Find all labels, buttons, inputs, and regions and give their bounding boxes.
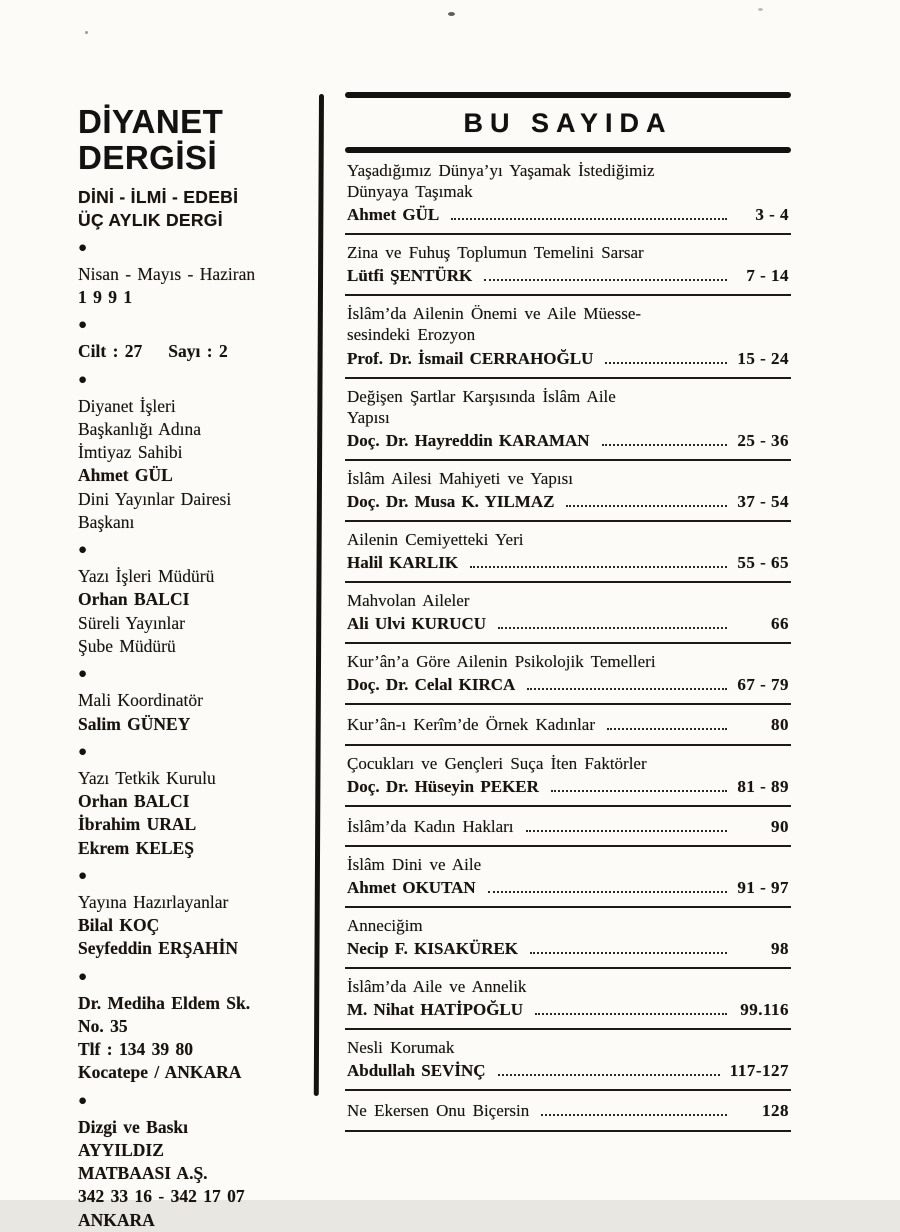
scan-artifact [448,12,455,16]
finance-role: Mali Koordinatör [78,690,203,711]
article-author: Halil KARLIK [347,553,459,573]
review-board-member: İbrahim URAL [78,814,197,835]
address-line: No. 35 [78,1015,128,1036]
publisher-block [78,395,328,535]
article-author-row [347,938,789,959]
toc-entry [345,746,791,807]
toc-entries [345,153,791,1132]
article-pages: 66 [771,614,789,634]
issue-number-label: Sayı : 2 [168,341,228,362]
dot-leader [526,830,728,832]
article-pages: 91 - 97 [737,877,789,897]
article-title-line: sesindeki Erozyon [347,325,476,345]
article-author: Prof. Dr. İsmail CERRAHOĞLU [347,348,594,368]
bullet-icon: ● [78,542,88,559]
article-pages: 90 [771,816,789,836]
toc-entry [345,847,791,908]
magazine-type [78,186,328,232]
article-title-line: İslâm’da Ailenin Önemi ve Aile Müesse- [347,304,642,324]
article-title-line: İslâm Ailesi Mahiyeti ve Yapısı [347,468,573,488]
article-pages: 128 [762,1101,789,1121]
article-author-row [347,348,789,369]
bullet-icon: ● [78,371,88,388]
preparer-name: Bilal KOÇ [78,915,160,936]
article-author: Ali Ulvi KURUCU [347,614,487,634]
article-title-line: İslâm’da Kadın Hakları [347,816,514,836]
article-title-line: Kur’ân’a Göre Ailenin Psikolojik Temelleri [347,652,656,672]
article-author: Doç. Dr. Hayreddin KARAMAN [347,430,590,450]
finance-block [78,689,328,736]
magazine-type-line2: ÜÇ AYLIK DERGİ [78,209,223,230]
toc-entry [345,644,791,705]
editor-block [78,565,328,658]
article-author-row [347,430,789,451]
toc-column [345,92,791,1132]
magazine-title-line2: DERGİSİ [78,139,218,177]
magazine-title-line1: DİYANET [78,103,224,140]
article-author-row [347,877,789,898]
article-author-row [347,491,789,512]
article-title-row [347,714,789,735]
address-line: Kocatepe / ANKARA [78,1062,242,1083]
article-author: Ahmet GÜL [347,205,440,225]
article-pages: 15 - 24 [737,348,789,368]
article-pages: 25 - 36 [737,430,789,450]
article-title-line: Değişen Şartlar Karşısında İslâm Aile [347,386,616,406]
article-author: M. Nihat HATİPOĞLU [347,1000,524,1020]
toc-entry [345,969,791,1030]
scan-artifact [758,8,763,11]
toc-entry [345,379,791,461]
magazine-type-line1: DİNİ - İLMİ - EDEBİ [78,186,239,207]
article-title-line: Kur’ân-ı Kerîm’de Örnek Kadınlar [347,715,596,735]
dot-leader [541,1114,727,1116]
article-title-line: Dünyaya Taşımak [347,182,473,202]
article-title-line: Nesli Korumak [347,1038,455,1058]
publisher-dept-line: Dini Yayınlar Dairesi [78,488,232,509]
article-title-row [347,1100,789,1121]
article-pages: 7 - 14 [746,266,789,286]
article-author: Lütfi ŞENTÜRK [347,266,473,286]
article-title-line: Zina ve Fuhuş Toplumun Temelini Sarsar [347,243,644,263]
publisher-name: Ahmet GÜL [78,465,173,486]
dot-leader [498,627,727,629]
volume-issue-line [78,340,328,363]
dot-leader [535,1013,727,1015]
toc-entry [345,705,791,745]
address-line: Dr. Mediha Eldem Sk. [78,992,251,1013]
preparers-role: Yayına Hazırlayanlar [78,891,229,912]
scan-artifact [85,31,88,34]
article-author-row [347,674,789,695]
publisher-dept-line: Başkanı [78,511,135,532]
review-board-role: Yazı Tetkik Kurulu [78,767,216,788]
dot-leader [566,505,727,507]
article-author: Doç. Dr. Celal KIRCA [347,675,516,695]
bullet-icon: ● [78,743,88,760]
toc-header-title: BU SAYIDA [463,108,673,138]
article-author-row [347,204,789,225]
review-board-member: Orhan BALCI [78,791,190,812]
dot-leader [602,444,727,446]
finance-name: Salim GÜNEY [78,713,191,734]
article-pages: 81 - 89 [737,776,789,796]
printing-block [78,1116,328,1232]
toc-entry [345,461,791,522]
article-author: Doç. Dr. Hüseyin PEKER [347,776,539,796]
publisher-role-line: Diyanet İşleri [78,395,176,416]
article-title-line: İslâm Dini ve Aile [347,854,482,874]
article-author-row [347,1060,789,1081]
phone-line: Tlf : 134 39 80 [78,1039,193,1060]
editor-sub-line: Süreli Yayınlar [78,612,185,633]
article-author-row [347,552,789,573]
article-pages: 37 - 54 [737,491,789,511]
address-block [78,992,328,1085]
bullet-icon: ● [78,1092,88,1109]
article-author-row [347,613,789,634]
printing-label: Dizgi ve Baskı [78,1116,188,1137]
dot-leader [470,566,727,568]
dot-leader [451,218,727,220]
printing-line: MATBAASI A.Ş. [78,1163,208,1184]
article-title-line: Anneciğim [347,915,423,935]
toc-entry [345,583,791,644]
preparers-block [78,891,328,961]
toc-entry [345,296,791,378]
toc-entry [345,235,791,296]
editor-role: Yazı İşleri Müdürü [78,566,215,587]
toc-entry [345,908,791,969]
dot-leader [605,362,727,364]
dot-leader [484,279,727,281]
article-pages: 80 [771,715,789,735]
dot-leader [488,891,727,893]
article-title-line: Ailenin Cemiyetteki Yeri [347,530,524,550]
bullet-icon: ● [78,239,88,256]
dot-leader [527,688,727,690]
issue-year: 1 9 9 1 [78,287,133,308]
dot-leader [551,790,727,792]
dot-leader [607,728,727,730]
printing-phone: 342 33 16 - 342 17 07 [78,1186,245,1207]
bullet-icon: ● [78,317,88,334]
editor-sub-line: Şube Müdürü [78,635,176,656]
article-pages: 99.116 [740,1000,789,1020]
publisher-role-line: İmtiyaz Sahibi [78,442,183,463]
article-title-row [347,816,789,837]
toc-entry [345,1030,791,1091]
toc-entry [345,807,791,847]
toc-entry [345,522,791,583]
article-author: Doç. Dr. Musa K. YILMAZ [347,491,555,511]
volume-label: Cilt : 27 [78,341,143,362]
review-board-member: Ekrem KELEŞ [78,837,194,858]
article-pages: 3 - 4 [755,205,789,225]
article-title-line: İslâm’da Aile ve Annelik [347,977,527,997]
printing-line: ANKARA [78,1209,155,1230]
bullet-icon: ● [78,867,88,884]
article-title-line: Çocukları ve Gençleri Suça İten Faktörler [347,753,647,773]
article-author: Necip F. KISAKÜREK [347,939,519,959]
editor-name: Orhan BALCI [78,589,190,610]
bullet-icon: ● [78,666,88,683]
toc-entry [345,1091,791,1131]
preparer-name: Seyfeddin ERŞAHİN [78,938,239,959]
article-pages: 117-127 [729,1061,789,1081]
review-board-block [78,767,328,860]
article-title-line: Yapısı [347,407,390,427]
bullet-icon: ● [78,968,88,985]
article-pages: 55 - 65 [737,553,789,573]
article-author-row [347,776,789,797]
publisher-role-line: Başkanlığı Adına [78,418,202,439]
article-author-row [347,265,789,286]
dot-leader [498,1074,720,1076]
article-pages: 67 - 79 [737,675,789,695]
masthead-column [78,104,328,1232]
article-author-row [347,999,789,1020]
printing-line: AYYILDIZ [78,1139,164,1160]
magazine-title [78,104,328,177]
article-title-line: Ne Ekersen Onu Biçersin [347,1101,530,1121]
issue-months: Nisan - Mayıs - Haziran [78,263,256,284]
toc-entry [345,153,791,235]
article-author: Ahmet OKUTAN [347,877,476,897]
dot-leader [530,952,727,954]
article-title-line: Yaşadığımız Dünya’yı Yaşamak İstediğimiz [347,161,655,180]
article-title-line: Mahvolan Aileler [347,591,470,611]
article-pages: 98 [771,939,789,959]
article-author: Abdullah SEVİNÇ [347,1061,486,1081]
